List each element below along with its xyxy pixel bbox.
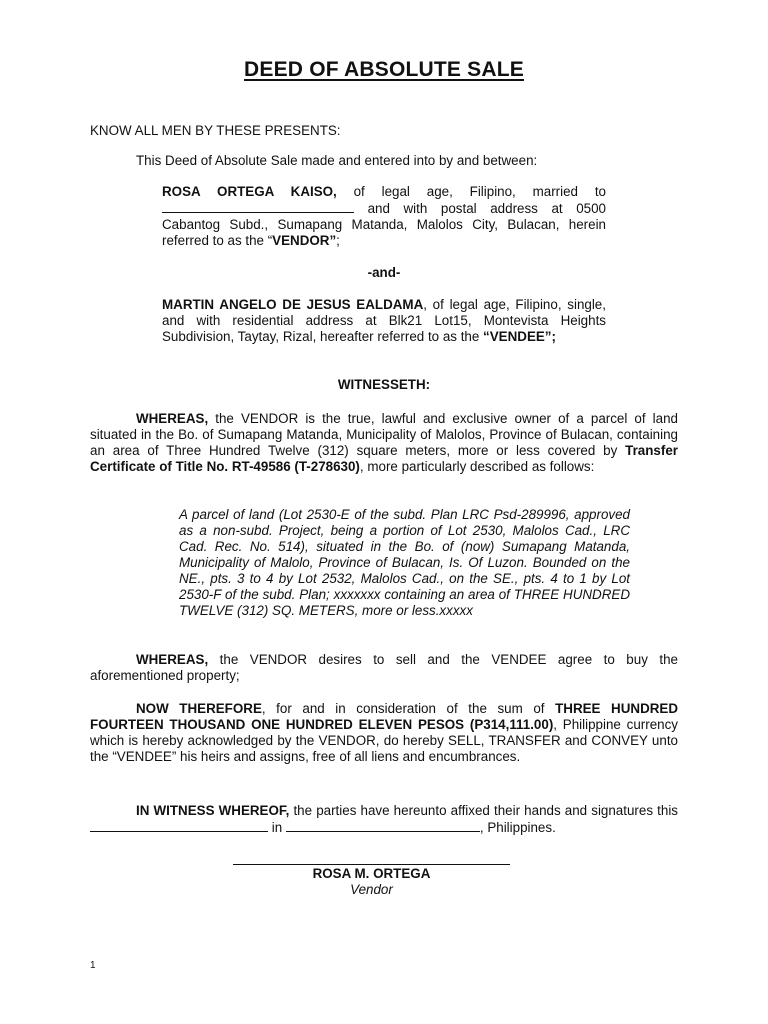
place-blank [286,819,480,832]
date-blank [90,819,268,832]
and-separator: -and- [367,265,401,280]
vendee-paragraph: MARTIN ANGELO DE JESUS EALDAMA, of legal age, Filipino, single, and with residential address at Blk21 Lot15, Montevista Heights Subdivision, Taytay, Rizal, hereafter referred to as the “VENDEE”; [162,297,606,344]
witnesseth-heading: WITNESSETH: [337,377,431,392]
signatory-name: ROSA M. ORTEGA [312,866,431,881]
property-description: A parcel of land (Lot 2530-E of the subd. Plan LRC Psd-289996, approved as a non-subd. Project, being a portion of Lot 2530, Malolos Cad., LRC Cad. Rec. No. 514), situated in the Bo. of (now) Sumapang Matanda, Municipality of Malolo, Province of Bulacan, Is. Of Luzon. Bounded on the NE., pts. 3 to 4 by Lot 2532, Malolos Cad., on the SE., pts. 4 to 1 by Lot 2530-F of the subd. Plan; xxxxxxx containing an area of THREE HUNDRED TWELVE (312) SQ. METERS, more or less.xxxxx [179,507,630,618]
signature-line [233,864,510,865]
vendor-paragraph: ROSA ORTEGA KAISO, of legal age, Filipino, married to and with postal address at 0500 Cabantog Subd., Sumapang Matanda, Malolos City, Bulacan, herein referred to as the “VENDOR”; [162,184,607,248]
whereas-sale-paragraph: WHEREAS, the VENDOR desires to sell and the VENDEE agree to buy the aforementioned property; [90,652,678,683]
made-between-line: This Deed of Absolute Sale made and entered into by and between: [136,153,538,168]
whereas-ownership-paragraph: WHEREAS, the VENDOR is the true, lawful and exclusive owner of a parcel of land situated in the Bo. of Sumapang Matanda, Municipality of Malolos, Province of Bulacan, containing an area of Three Hundred Twelve (312) square meters, more or less covered by Transfer Certificate of Title No. RT-49586 (T-278630), more particularly described as follows: [90,411,678,474]
vendee-name: MARTIN ANGELO DE JESUS EALDAMA [162,297,424,312]
consideration-amount: THREE HUNDRED FOURTEEN THOUSAND ONE HUNDRED ELEVEN PESOS (P314,111.00) [90,701,679,732]
page-number: 1 [90,960,96,971]
vendor-name: ROSA ORTEGA KAISO, [162,184,337,199]
tct-number: Transfer Certificate of Title No. RT-49586 (T-278630) [90,443,678,474]
now-therefore-paragraph: NOW THEREFORE, for and in consideration of the sum of THREE HUNDRED FOURTEEN THOUSAND ONE HUNDRED ELEVEN PESOS (P314,111.00), Philippine currency which is hereby acknowledged by the VENDOR, do hereby SELL, TRANSFER and CONVEY unto the “VENDEE” his heirs and assigns, free of all liens and encumbrances. [90,701,679,764]
vendor-role: VENDOR” [272,233,337,248]
vendee-role: “VENDEE”; [483,329,556,344]
spouse-blank [162,200,354,213]
document-title: DEED OF ABSOLUTE SALE [244,58,524,81]
signatory-role: Vendor [350,882,393,897]
intro-line: KNOW ALL MEN BY THESE PRESENTS: [90,123,341,138]
witness-whereof-paragraph: IN WITNESS WHEREOF, the parties have hereunto affixed their hands and signatures this in , Philippines. [90,803,678,836]
